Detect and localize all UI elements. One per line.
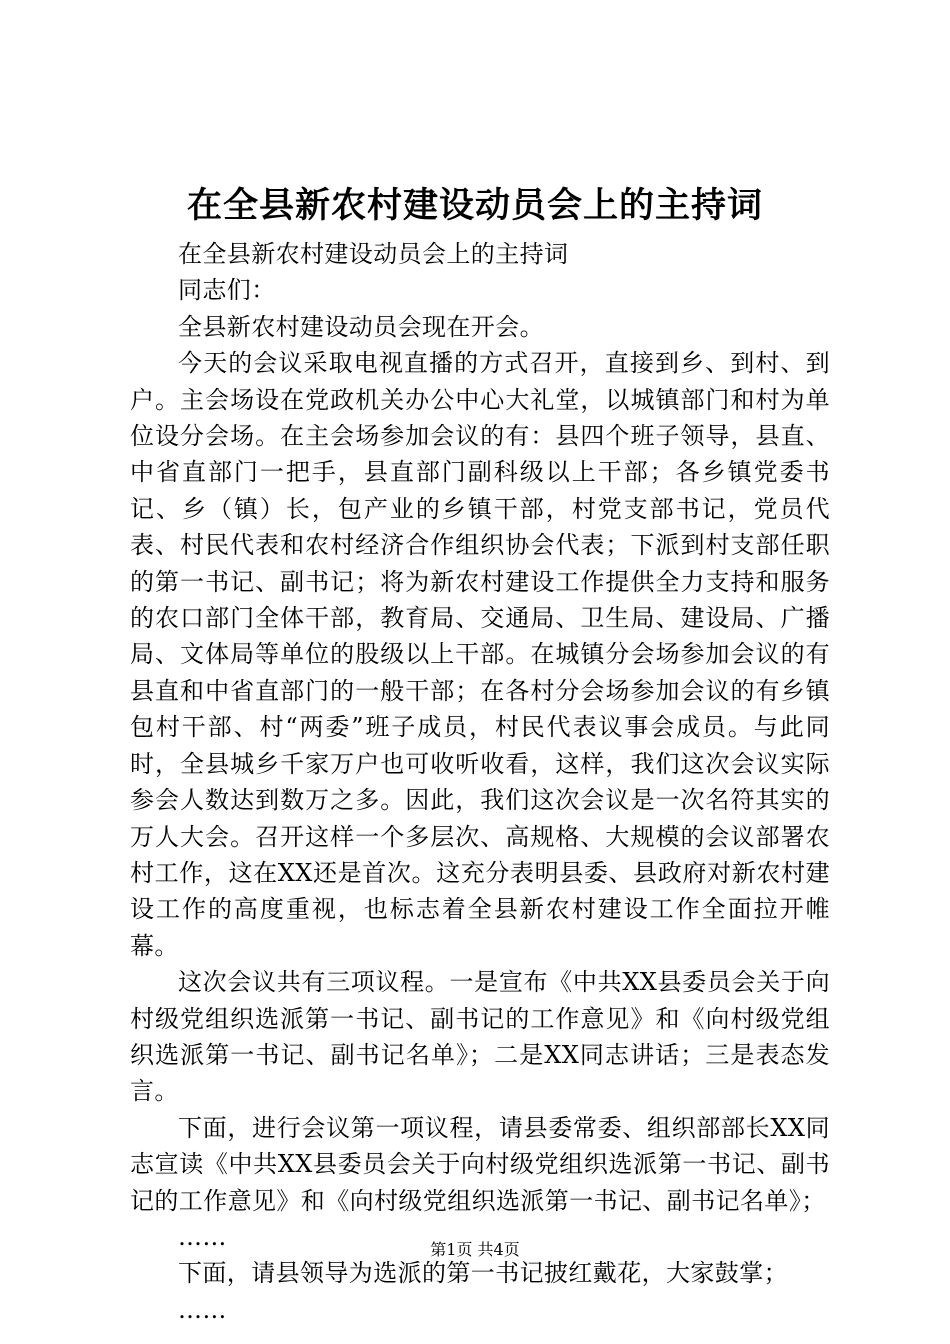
- paragraph-ceremony: 下面，请县领导为选派的第一书记披红戴花，大家鼓掌；: [178, 1259, 788, 1288]
- document-title: 在全县新农村建设动员会上的主持词: [186, 186, 763, 226]
- paragraph-agenda: 这次会议共有三项议程。一是宣布《中共XX县委员会关于向村级党组织选派第一书记、副书记的工作意见》和《向村级党组织选派第一书记、副书记名单》；二是XX同志讲话；三是表态发言。: [130, 968, 830, 1106]
- page-footer: 第1页 共4页: [430, 1240, 520, 1259]
- paragraph-first-item: 下面，进行会议第一项议程，请县委常委、组织部部长XX同志宣读《中共XX县委员会关于向村级党组织选派第一书记、副书记的工作意见》和《向村级党组织选派第一书记、副书记名单》；: [130, 1113, 830, 1215]
- paragraph-subtitle: 在全县新农村建设动员会上的主持词: [178, 240, 569, 268]
- paragraph-greeting: 同志们：: [178, 276, 276, 305]
- paragraph-ellipsis: ……: [178, 1222, 227, 1251]
- paragraph-attendees: 今天的会议采取电视直播的方式召开，直接到乡、到村、到户。主会场设在党政机关办公中心大礼堂，以城镇部门和村为单位设分会场。在主会场参加会议的有：县四个班子领导，县直、中省直部门一把手，县直部门副科级以上干部；各乡镇党委书记、乡（镇）长，包产业的乡镇干部，村党支部书记，党员代表、村民代表和农村经济合作组织协会代表；下派到村支部任职的第一书记、副书记；将为新农村建设工作提供全力支持和服务的农口部门全体干部，教育局、交通局、卫生局、建设局、广播局、文体局等单位的股级以上干部。在城镇分会场参加会议的有县直和中省直部门的一般干部；在各村分会场参加会议的有乡镇包村干部、村“两委”班子成员，村民代表议事会成员。与此同时，全县城乡千家万户也可收听收看，这样，我们这次会议实际参会人数达到数万之多。因此，我们这次会议是一次名符其实的万人大会。召开这样一个多层次、高规格、大规模的会议部署农村工作，这在XX还是首次。这充分表明县委、县政府对新农村建设工作的高度重视，也标志着全县新农村建设工作全面拉开帷幕。: [130, 349, 830, 960]
- document-body: [130, 236, 830, 1328]
- paragraph-ellipsis: ……: [178, 1295, 227, 1324]
- paragraph-opening: 全县新农村建设动员会现在开会。: [178, 312, 544, 341]
